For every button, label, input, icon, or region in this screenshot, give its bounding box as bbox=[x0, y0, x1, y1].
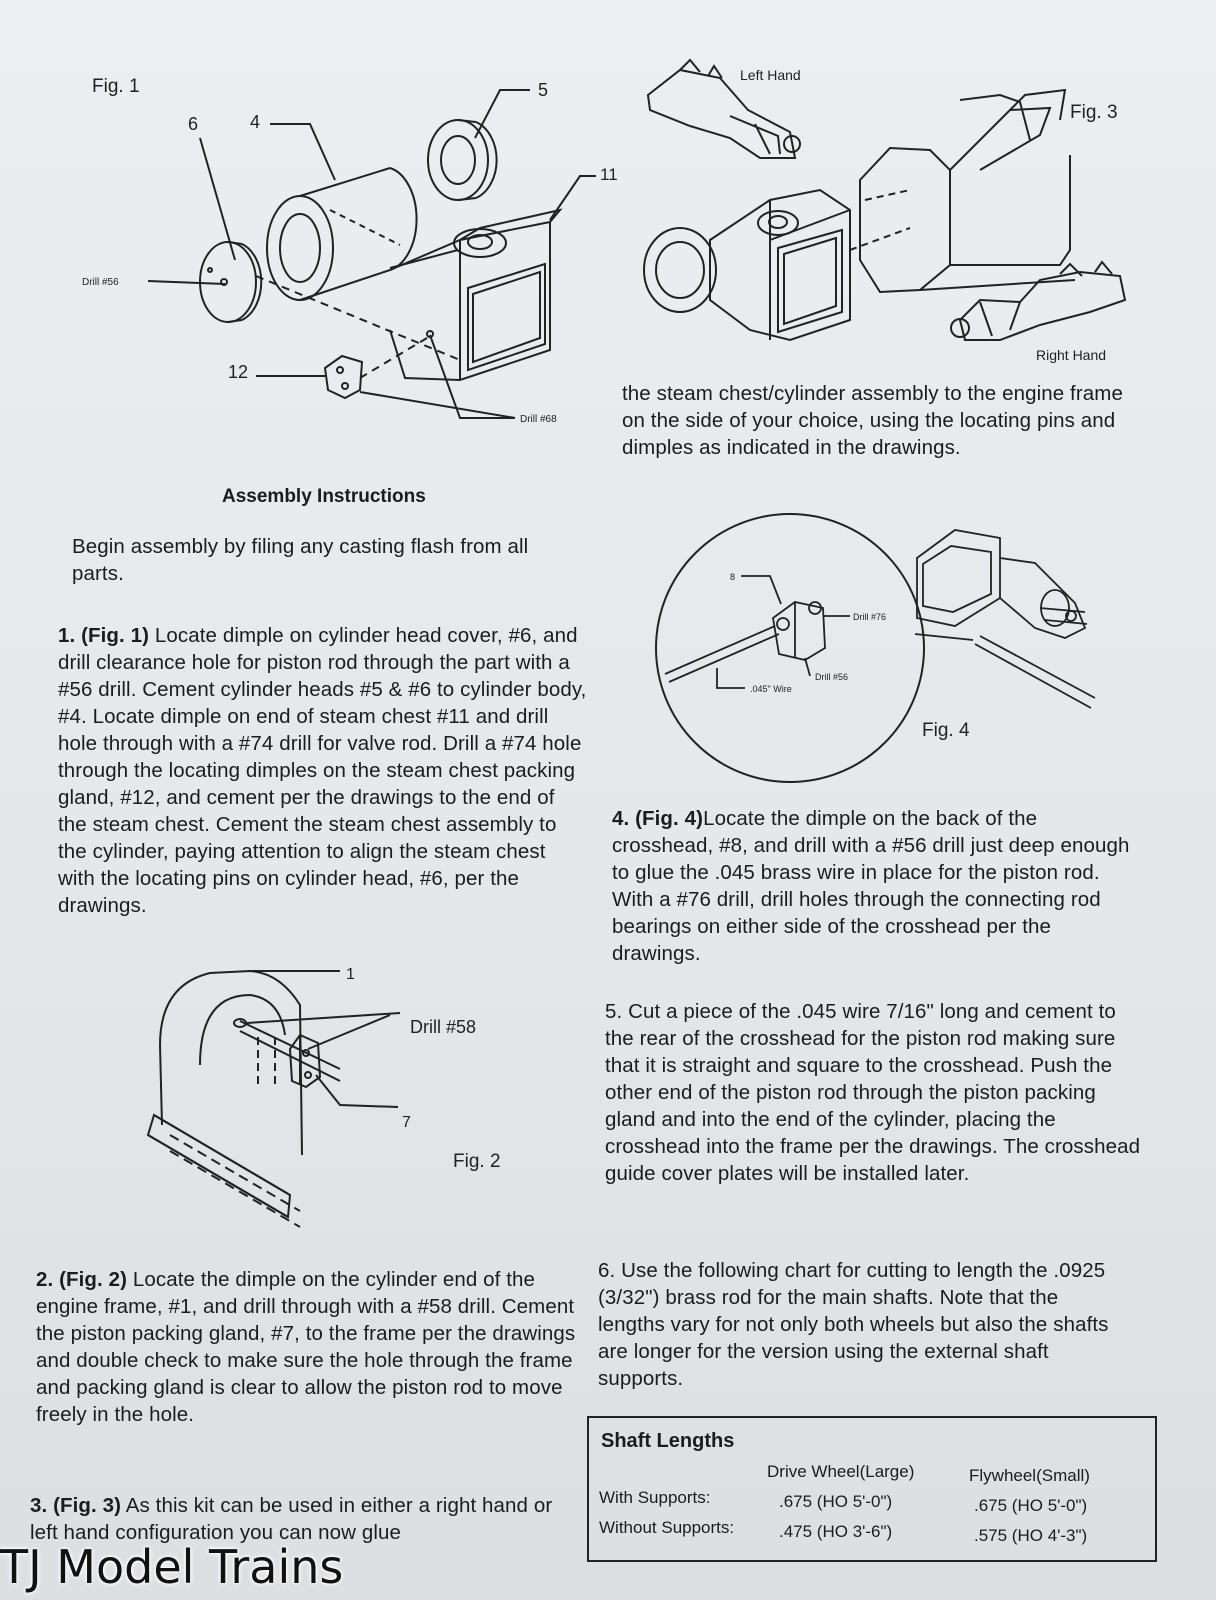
fig3-label-right: Right Hand bbox=[1036, 347, 1107, 363]
fig1-label-drill68: Drill #68 bbox=[520, 414, 557, 425]
fig4-label-8: 8 bbox=[730, 572, 736, 582]
fig3-label-left: Left Hand bbox=[740, 67, 801, 83]
step-3-lead: 3. (Fig. 3) bbox=[30, 1494, 122, 1517]
fig2-label-drill58: Drill #58 bbox=[410, 1017, 477, 1037]
fig1-title: Fig. 1 bbox=[92, 76, 140, 97]
fig1-label-drill56: Drill #56 bbox=[82, 277, 119, 288]
fig1-label-12: 12 bbox=[228, 362, 249, 382]
step-4 bbox=[612, 805, 1132, 967]
step-3 bbox=[30, 1492, 575, 1546]
fig2-label-7: 7 bbox=[402, 1114, 411, 1131]
fig2-diagram bbox=[140, 965, 560, 1235]
step-1-lead: 1. (Fig. 1) bbox=[58, 624, 150, 647]
fig2-title: Fig. 2 bbox=[453, 1151, 501, 1172]
row-without-drive: .475 (HO 3'-6") bbox=[779, 1522, 893, 1541]
row-with-fly: .675 (HO 5'-0") bbox=[974, 1496, 1088, 1515]
fig2-label-1: 1 bbox=[346, 966, 355, 983]
fig1-label-5: 5 bbox=[538, 80, 549, 100]
watermark: TJ Model Trains bbox=[0, 1540, 344, 1594]
fig3-diagram bbox=[620, 40, 1180, 380]
row-without-fly: .575 (HO 4'-3") bbox=[974, 1526, 1088, 1545]
row-with-drive: .675 (HO 5'-0") bbox=[779, 1492, 893, 1511]
step-2-text: Locate the dimple on the cylinder end of the engine frame, #1, and drill through with a #58 drill. Cement the piston packing gland, #7, to the frame per the drawings and double check to make sure the hole through the frame and packing gland is clear to allow the piston rod to move freely in the hole. bbox=[36, 1268, 576, 1426]
step-1 bbox=[58, 622, 588, 919]
fig4-diagram bbox=[655, 508, 1115, 788]
fig1-label-4: 4 bbox=[250, 112, 261, 132]
step-3-text: As this kit can be used in either a right hand or left hand configuration you can now glue bbox=[30, 1494, 553, 1544]
fig1-label-11: 11 bbox=[600, 165, 618, 184]
step-4-lead: 4. (Fig. 4) bbox=[612, 807, 704, 830]
shaft-lengths-table bbox=[587, 1416, 1157, 1562]
fig4-label-drill56: Drill #56 bbox=[815, 672, 849, 682]
row-label-with: With Supports: bbox=[599, 1488, 711, 1507]
step-5: 5. Cut a piece of the .045 wire 7/16" long and cement to the rear of the crosshead for the piston rod making sure that it is straight and square to the crosshead. Push the other end of the piston rod through the piston packing gland and into the end of the cylinder, placing the crosshead into the frame per the drawings. The crosshead guide cover plates will be installed later. bbox=[605, 1000, 1141, 1185]
step-1-text: Locate dimple on cylinder head cover, #6, and drill clearance hole for piston rod through the part with a #56 drill. Cement cylinder heads #5 & #6 to cylinder body, #4. Locate dimple on end of steam chest #11 and drill hole through with a #74 drill for valve rod. Drill a #74 hole through the locating dimples on the steam chest packing gland, #12, and cement per the drawings to the end of the steam chest. Cement the steam chest assembly to the cylinder, paying attention to align the steam chest with the locating pins on cylinder head, #6, per the drawings. bbox=[58, 624, 587, 917]
fig4-label-wire: .045" Wire bbox=[750, 684, 792, 694]
step-4-text: Locate the dimple on the back of the crosshead, #8, and drill with a #56 drill just deep enough to glue the .045 brass wire in place for the piston rod. With a #76 drill, drill holes through the connecting rod bearings on either side of the crosshead per the drawings. bbox=[612, 807, 1130, 965]
fig1-label-6: 6 bbox=[188, 114, 199, 134]
step-6: 6. Use the following chart for cutting to length the .0925 (3/32") brass rod for the main shafts. Note that the lengths vary for not only both wheels but also the shafts are longer for the version using the external shaft supports. bbox=[598, 1259, 1109, 1390]
fig4-label-drill76: Drill #76 bbox=[853, 612, 887, 622]
step-2 bbox=[36, 1266, 576, 1428]
row-label-without: Without Supports: bbox=[599, 1518, 735, 1537]
intro-paragraph: Begin assembly by filing any casting flash from all parts. bbox=[72, 535, 529, 585]
col-header-drive: Drive Wheel(Large) bbox=[767, 1462, 915, 1481]
fig3-title: Fig. 3 bbox=[1070, 102, 1118, 123]
col-header-fly: Flywheel(Small) bbox=[969, 1466, 1090, 1485]
fig4-title: Fig. 4 bbox=[922, 720, 970, 741]
fig1-diagram bbox=[60, 60, 620, 440]
step-2-lead: 2. (Fig. 2) bbox=[36, 1268, 128, 1291]
assembly-heading: Assembly Instructions bbox=[222, 486, 426, 507]
step-3-continued: the steam chest/cylinder assembly to the engine frame on the side of your choice, using the locating pins and dimples as indicated in the drawings. bbox=[622, 382, 1123, 459]
shaft-table-title: Shaft Lengths bbox=[601, 1430, 735, 1452]
